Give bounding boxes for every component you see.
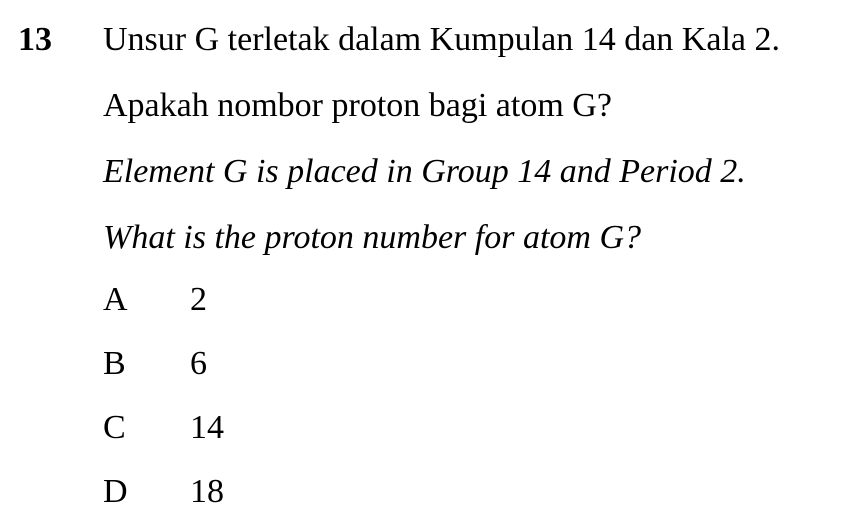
option-letter: C [103,409,126,446]
question-english-line-2: What is the proton number for atom G? [103,219,642,256]
option-letter: A [103,281,128,318]
question-malay-line-2: Apakah nombor proton bagi atom G? [103,87,612,124]
option-value: 6 [190,345,207,382]
option-value: 2 [190,281,207,318]
option-letter: D [103,473,128,510]
option-value: 18 [190,473,224,510]
question-malay-line-1: Unsur G terletak dalam Kumpulan 14 dan Kala 2. [103,21,780,58]
question-number: 13 [18,21,52,58]
question-english-line-1: Element G is placed in Group 14 and Period 2. [103,153,746,190]
option-value: 14 [190,409,224,446]
option-letter: B [103,345,126,382]
